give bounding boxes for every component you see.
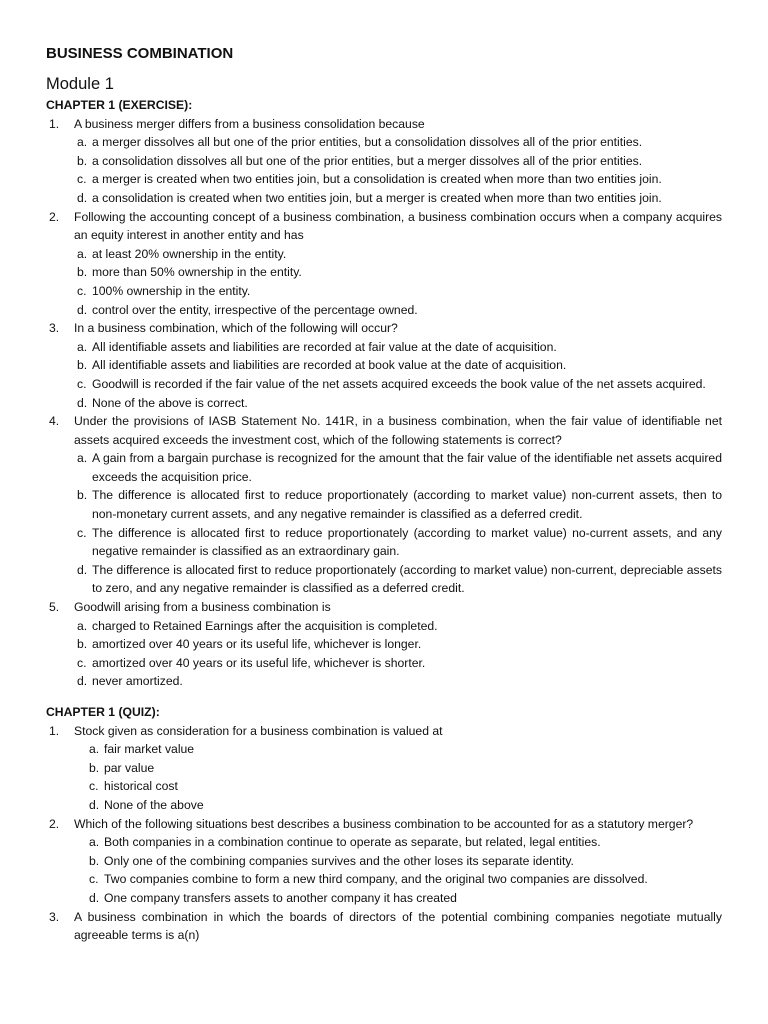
answer-option [74,189,722,208]
option-text: amortized over 40 years or its useful life, whichever is longer. [92,637,422,652]
option-text: Goodwill is recorded if the fair value of the net assets acquired exceeds the book value of the net assets acquired. [92,376,706,391]
answer-option [74,375,722,394]
option-text: The difference is allocated first to reduce proportionately (according to market value) no-current assets, and any negative remainder is classified as an extraordinary gain. [92,525,722,559]
question-number: 3. [49,909,60,924]
question-number: 1. [49,116,60,131]
option-letter: a. [77,618,88,633]
option-text: All identifiable assets and liabilities are recorded at fair value at the date of acquisition. [92,339,557,354]
answer-option [74,338,722,357]
answer-option [86,852,722,871]
option-letter: b. [77,265,88,280]
module-title: Module 1 [46,75,114,93]
option-text: never amortized. [92,674,183,689]
option-text: a merger is created when two entities join, but a consolidation is created when more than two entities join. [92,172,662,187]
option-text: None of the above [104,797,204,812]
question-number: 3. [49,321,60,336]
answer-option [86,889,722,908]
answer-option [86,759,722,778]
answer-option [74,486,722,523]
answer-option [74,654,722,673]
answer-option [74,245,722,264]
option-letter: b. [77,358,88,373]
quiz-question-list [46,722,722,945]
answer-option [74,635,722,654]
option-letter: d. [77,302,88,317]
question-item [46,722,722,741]
option-letter: c. [77,525,87,540]
option-list [46,133,722,207]
answer-option [74,394,722,413]
answer-option [86,870,722,889]
option-letter: c. [77,376,87,391]
question-number: 2. [49,209,60,224]
option-letter: d. [89,797,100,812]
option-text: Only one of the combining companies survives and the other loses its separate identity. [104,853,574,868]
answer-option [86,833,722,852]
option-text: Two companies combine to form a new third company, and the original two companies are dissolved. [104,872,648,887]
answer-option [74,301,722,320]
option-text: Both companies in a combination continue to operate as separate, but related, legal entities. [104,835,601,850]
answer-option [86,777,722,796]
option-list [46,617,722,691]
question-item [46,319,722,338]
question-text: Which of the following situations best describes a business combination to be accounted for as a statutory merger? [74,816,694,831]
answer-option [74,152,722,171]
option-list [46,338,722,412]
question-text: Goodwill arising from a business combination is [74,600,331,615]
option-letter: d. [77,674,88,689]
option-letter: b. [77,488,88,503]
question-item [46,815,722,834]
option-text: The difference is allocated first to reduce proportionately (according to market value) non-current, depreciable assets to zero, and any negative remainder is classified as a deferred credit. [92,562,722,596]
answer-option [74,170,722,189]
answer-option [74,356,722,375]
question-text: Following the accounting concept of a business combination, a business combination occurs when a company acquires an equity interest in another entity and has [74,209,722,243]
option-letter: c. [77,655,87,670]
option-list [46,740,722,814]
answer-option [74,263,722,282]
option-text: control over the entity, irrespective of the percentage owned. [92,302,418,317]
option-text: more than 50% ownership in the entity. [92,265,302,280]
question-text: Stock given as consideration for a business combination is valued at [74,723,443,738]
option-list [46,245,722,319]
option-text: One company transfers assets to another company it has created [104,890,457,905]
option-text: All identifiable assets and liabilities are recorded at book value at the date of acquisition. [92,358,567,373]
quiz-heading: CHAPTER 1 (QUIZ): [46,705,160,719]
answer-option [74,617,722,636]
option-letter: d. [89,890,100,905]
option-text: fair market value [104,742,195,757]
option-letter: c. [77,172,87,187]
option-letter: b. [77,637,88,652]
exercise-heading: CHAPTER 1 (EXERCISE): [46,98,193,112]
question-item [46,598,722,617]
question-text: A business combination in which the boards of directors of the potential combining companies negotiate mutually agreeable terms is a(n) [74,909,722,943]
question-item [46,908,722,945]
option-list [46,833,722,907]
document-title: BUSINESS COMBINATION [46,45,234,62]
option-text: par value [104,760,155,775]
answer-option [74,672,722,691]
option-text: 100% ownership in the entity. [92,283,251,298]
option-text: charged to Retained Earnings after the acquisition is completed. [92,618,438,633]
option-letter: c. [77,283,87,298]
question-number: 2. [49,816,60,831]
question-number: 1. [49,723,60,738]
option-text: historical cost [104,779,178,794]
option-letter: c. [89,779,99,794]
option-letter: d. [77,562,88,577]
option-list [46,449,722,598]
option-text: a merger dissolves all but one of the prior entities, but a consolidation dissolves all of the prior entities. [92,135,643,150]
exercise-question-list [46,115,722,691]
question-item [46,412,722,449]
question-item [46,208,722,245]
answer-option [86,740,722,759]
option-text: a consolidation is created when two entities join, but a merger is created when more than two entities join. [92,190,662,205]
question-number: 4. [49,414,60,429]
answer-option [74,282,722,301]
option-text: a consolidation dissolves all but one of the prior entities, but a merger dissolves all of the prior entities. [92,153,643,168]
answer-option [74,133,722,152]
option-text: The difference is allocated first to reduce proportionately (according to market value) non-current assets, then to non-monetary current assets, and any negative remainder is classified as a deferred credit. [92,488,722,522]
answer-option [86,796,722,815]
option-letter: a. [77,451,88,466]
option-letter: b. [89,760,100,775]
option-text: A gain from a bargain purchase is recognized for the amount that the fair value of the identifiable net assets acquired exceeds the acquisition price. [92,451,722,484]
option-letter: d. [77,395,88,410]
answer-option [74,561,722,598]
option-text: at least 20% ownership in the entity. [92,246,287,261]
option-letter: a. [77,246,88,261]
option-letter: a. [77,135,88,150]
option-text: None of the above is correct. [92,395,248,410]
option-letter: a. [89,835,100,850]
question-text: A business merger differs from a business consolidation because [74,116,425,131]
option-letter: d. [77,190,88,205]
option-text: amortized over 40 years or its useful life, whichever is shorter. [92,655,426,670]
question-item [46,115,722,134]
option-letter: a. [77,339,88,354]
option-letter: c. [89,872,99,887]
answer-option [74,449,722,486]
option-letter: a. [89,742,100,757]
option-letter: b. [89,853,100,868]
option-letter: b. [77,153,88,168]
question-text: In a business combination, which of the following will occur? [74,321,398,336]
question-number: 5. [49,600,60,615]
question-text: Under the provisions of IASB Statement No. 141R, in a business combination, when the fair value of identifiable net assets acquired exceeds the investment cost, which of the following statements is correct? [74,414,722,447]
answer-option [74,524,722,561]
